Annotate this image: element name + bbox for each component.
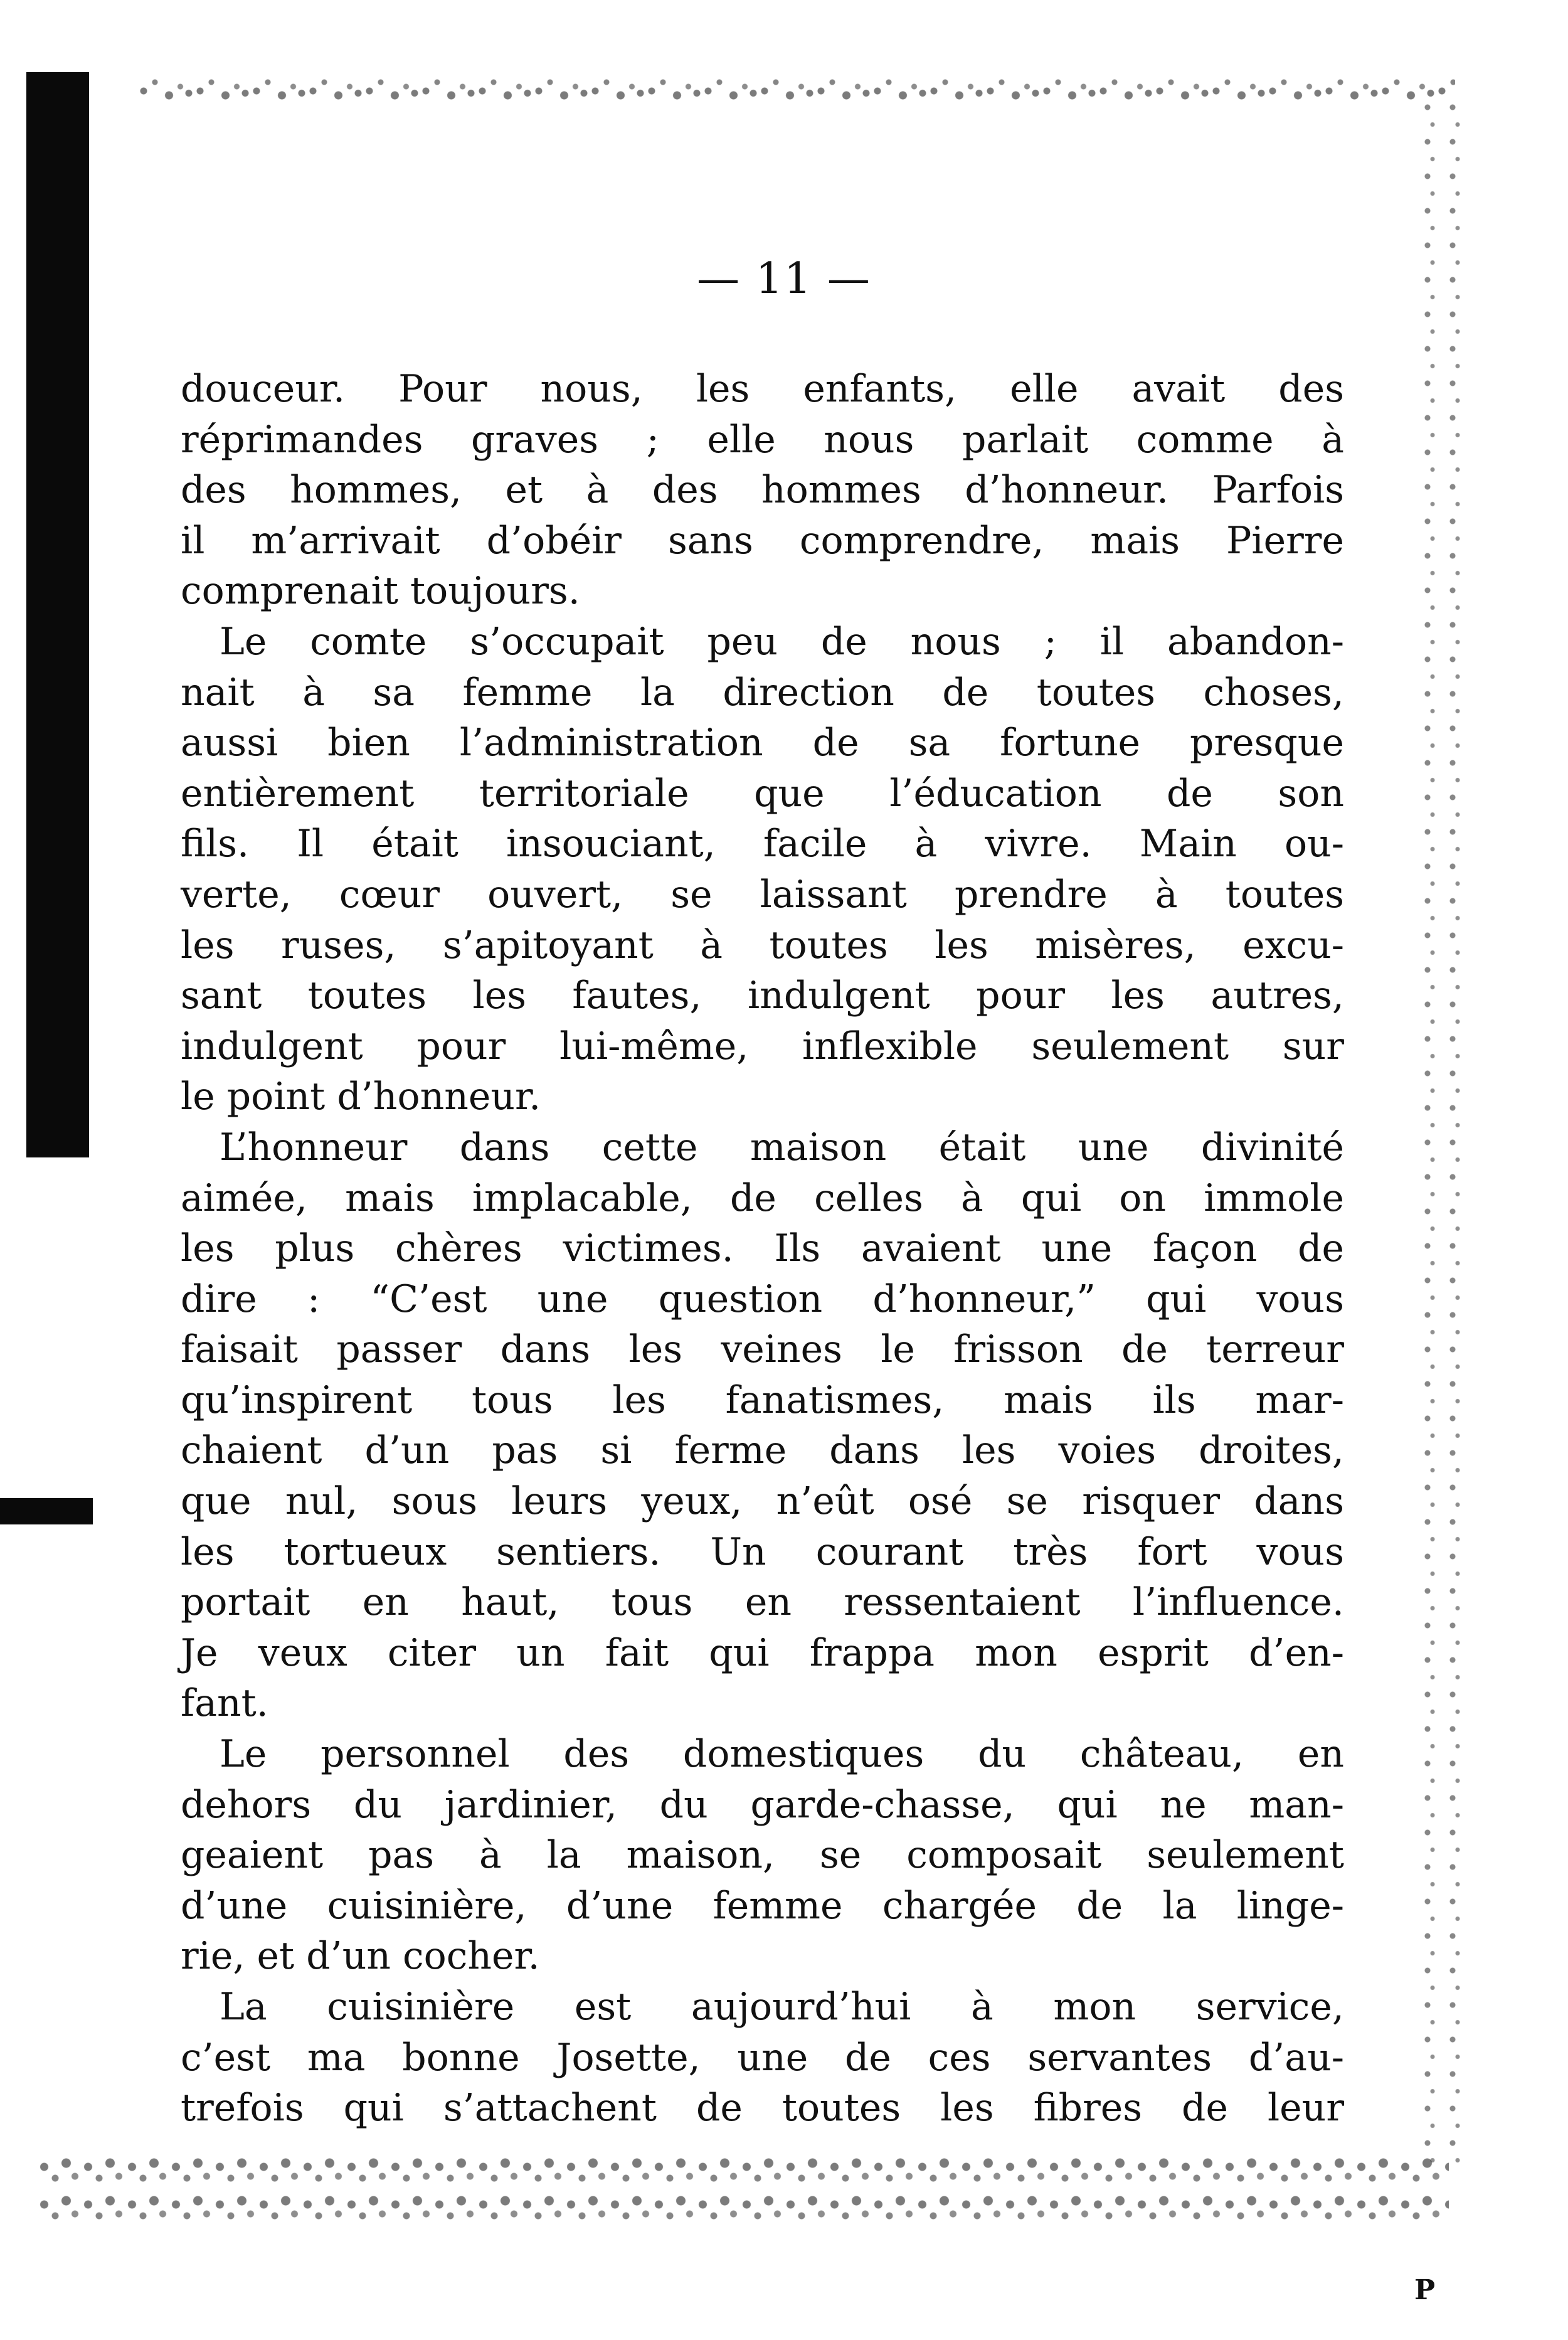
- text-line: aussi bien l’administration de sa fortune presque: [181, 721, 1344, 765]
- text-line: L’honneur dans cette maison était une divinité: [220, 1125, 1344, 1169]
- text-line: sant toutes les fautes, indulgent pour les autres,: [181, 974, 1344, 1018]
- text-line: les ruses, s’apitoyant à toutes les misères, excu-: [181, 923, 1344, 967]
- text-line: fant.: [181, 1681, 268, 1726]
- text-line: fils. Il était insouciant, facile à vivre. Main ou-: [181, 822, 1344, 866]
- text-line: verte, cœur ouvert, se laissant prendre à toutes: [181, 872, 1344, 917]
- text-line: les tortueux sentiers. Un courant très fort vous: [181, 1529, 1344, 1574]
- text-line: réprimandes graves ; elle nous parlait comme à: [181, 417, 1344, 462]
- text-line: le point d’honneur.: [181, 1075, 541, 1119]
- text-line: entièrement territoriale que l’éducation de son: [181, 771, 1344, 816]
- text-line: Je veux citer un fait qui frappa mon esprit d’en-: [181, 1630, 1344, 1675]
- text-line: indulgent pour lui-même, inflexible seulement sur: [181, 1024, 1344, 1068]
- text-line: portait en haut, tous en ressentaient l’influence.: [181, 1580, 1344, 1625]
- scan-noise-bottom: [38, 2152, 1449, 2227]
- text-line: faisait passer dans les veines le frisson de terreur: [181, 1327, 1344, 1372]
- text-line: que nul, sous leurs yeux, n’eût osé se risquer dans: [181, 1479, 1344, 1524]
- text-line: aimée, mais implacable, de celles à qui on immole: [181, 1176, 1344, 1220]
- text-line: il m’arrivait d’obéir sans comprendre, mais Pierre: [181, 518, 1344, 563]
- text-line: c’est ma bonne Josette, une de ces servantes d’au-: [181, 2035, 1344, 2080]
- page-number: — 11 —: [697, 254, 871, 304]
- text-line: nait à sa femme la direction de toutes choses,: [181, 670, 1344, 715]
- text-line: La cuisinière est aujourd’hui à mon service,: [220, 1985, 1344, 2029]
- binding-mark: [0, 1498, 93, 1524]
- text-line: qu’inspirent tous les fanatismes, mais ils mar-: [181, 1378, 1344, 1422]
- text-line: comprenait toujours.: [181, 569, 580, 614]
- text-line: dehors du jardinier, du garde-chasse, qui ne man-: [181, 1782, 1344, 1827]
- scan-noise-right: [1417, 100, 1468, 2171]
- text-line: des hommes, et à des hommes d’honneur. Parfois: [181, 468, 1344, 513]
- text-line: geaient pas à la maison, se composait seulement: [181, 1833, 1344, 1878]
- binding-strip: [26, 72, 89, 1157]
- text-line: les plus chères victimes. Ils avaient une façon de: [181, 1226, 1344, 1271]
- body-text: [181, 364, 1344, 2134]
- corner-mark: P: [1414, 2274, 1436, 2306]
- text-line: trefois qui s’attachent de toutes les fibres de leur: [181, 2086, 1344, 2130]
- text-line: Le comte s’occupait peu de nous ; il abandon-: [220, 619, 1344, 664]
- scan-noise-top: [138, 69, 1455, 113]
- text-line: rie, et d’un cocher.: [181, 1934, 540, 1979]
- text-line: d’une cuisinière, d’une femme chargée de la linge-: [181, 1883, 1344, 1928]
- text-line: chaient d’un pas si ferme dans les voies droites,: [181, 1428, 1344, 1473]
- text-line: Le personnel des domestiques du château, en: [220, 1732, 1344, 1777]
- text-line: douceur. Pour nous, les enfants, elle avait des: [181, 367, 1344, 411]
- text-line: dire : “C’est une question d’honneur,” qui vous: [181, 1277, 1344, 1321]
